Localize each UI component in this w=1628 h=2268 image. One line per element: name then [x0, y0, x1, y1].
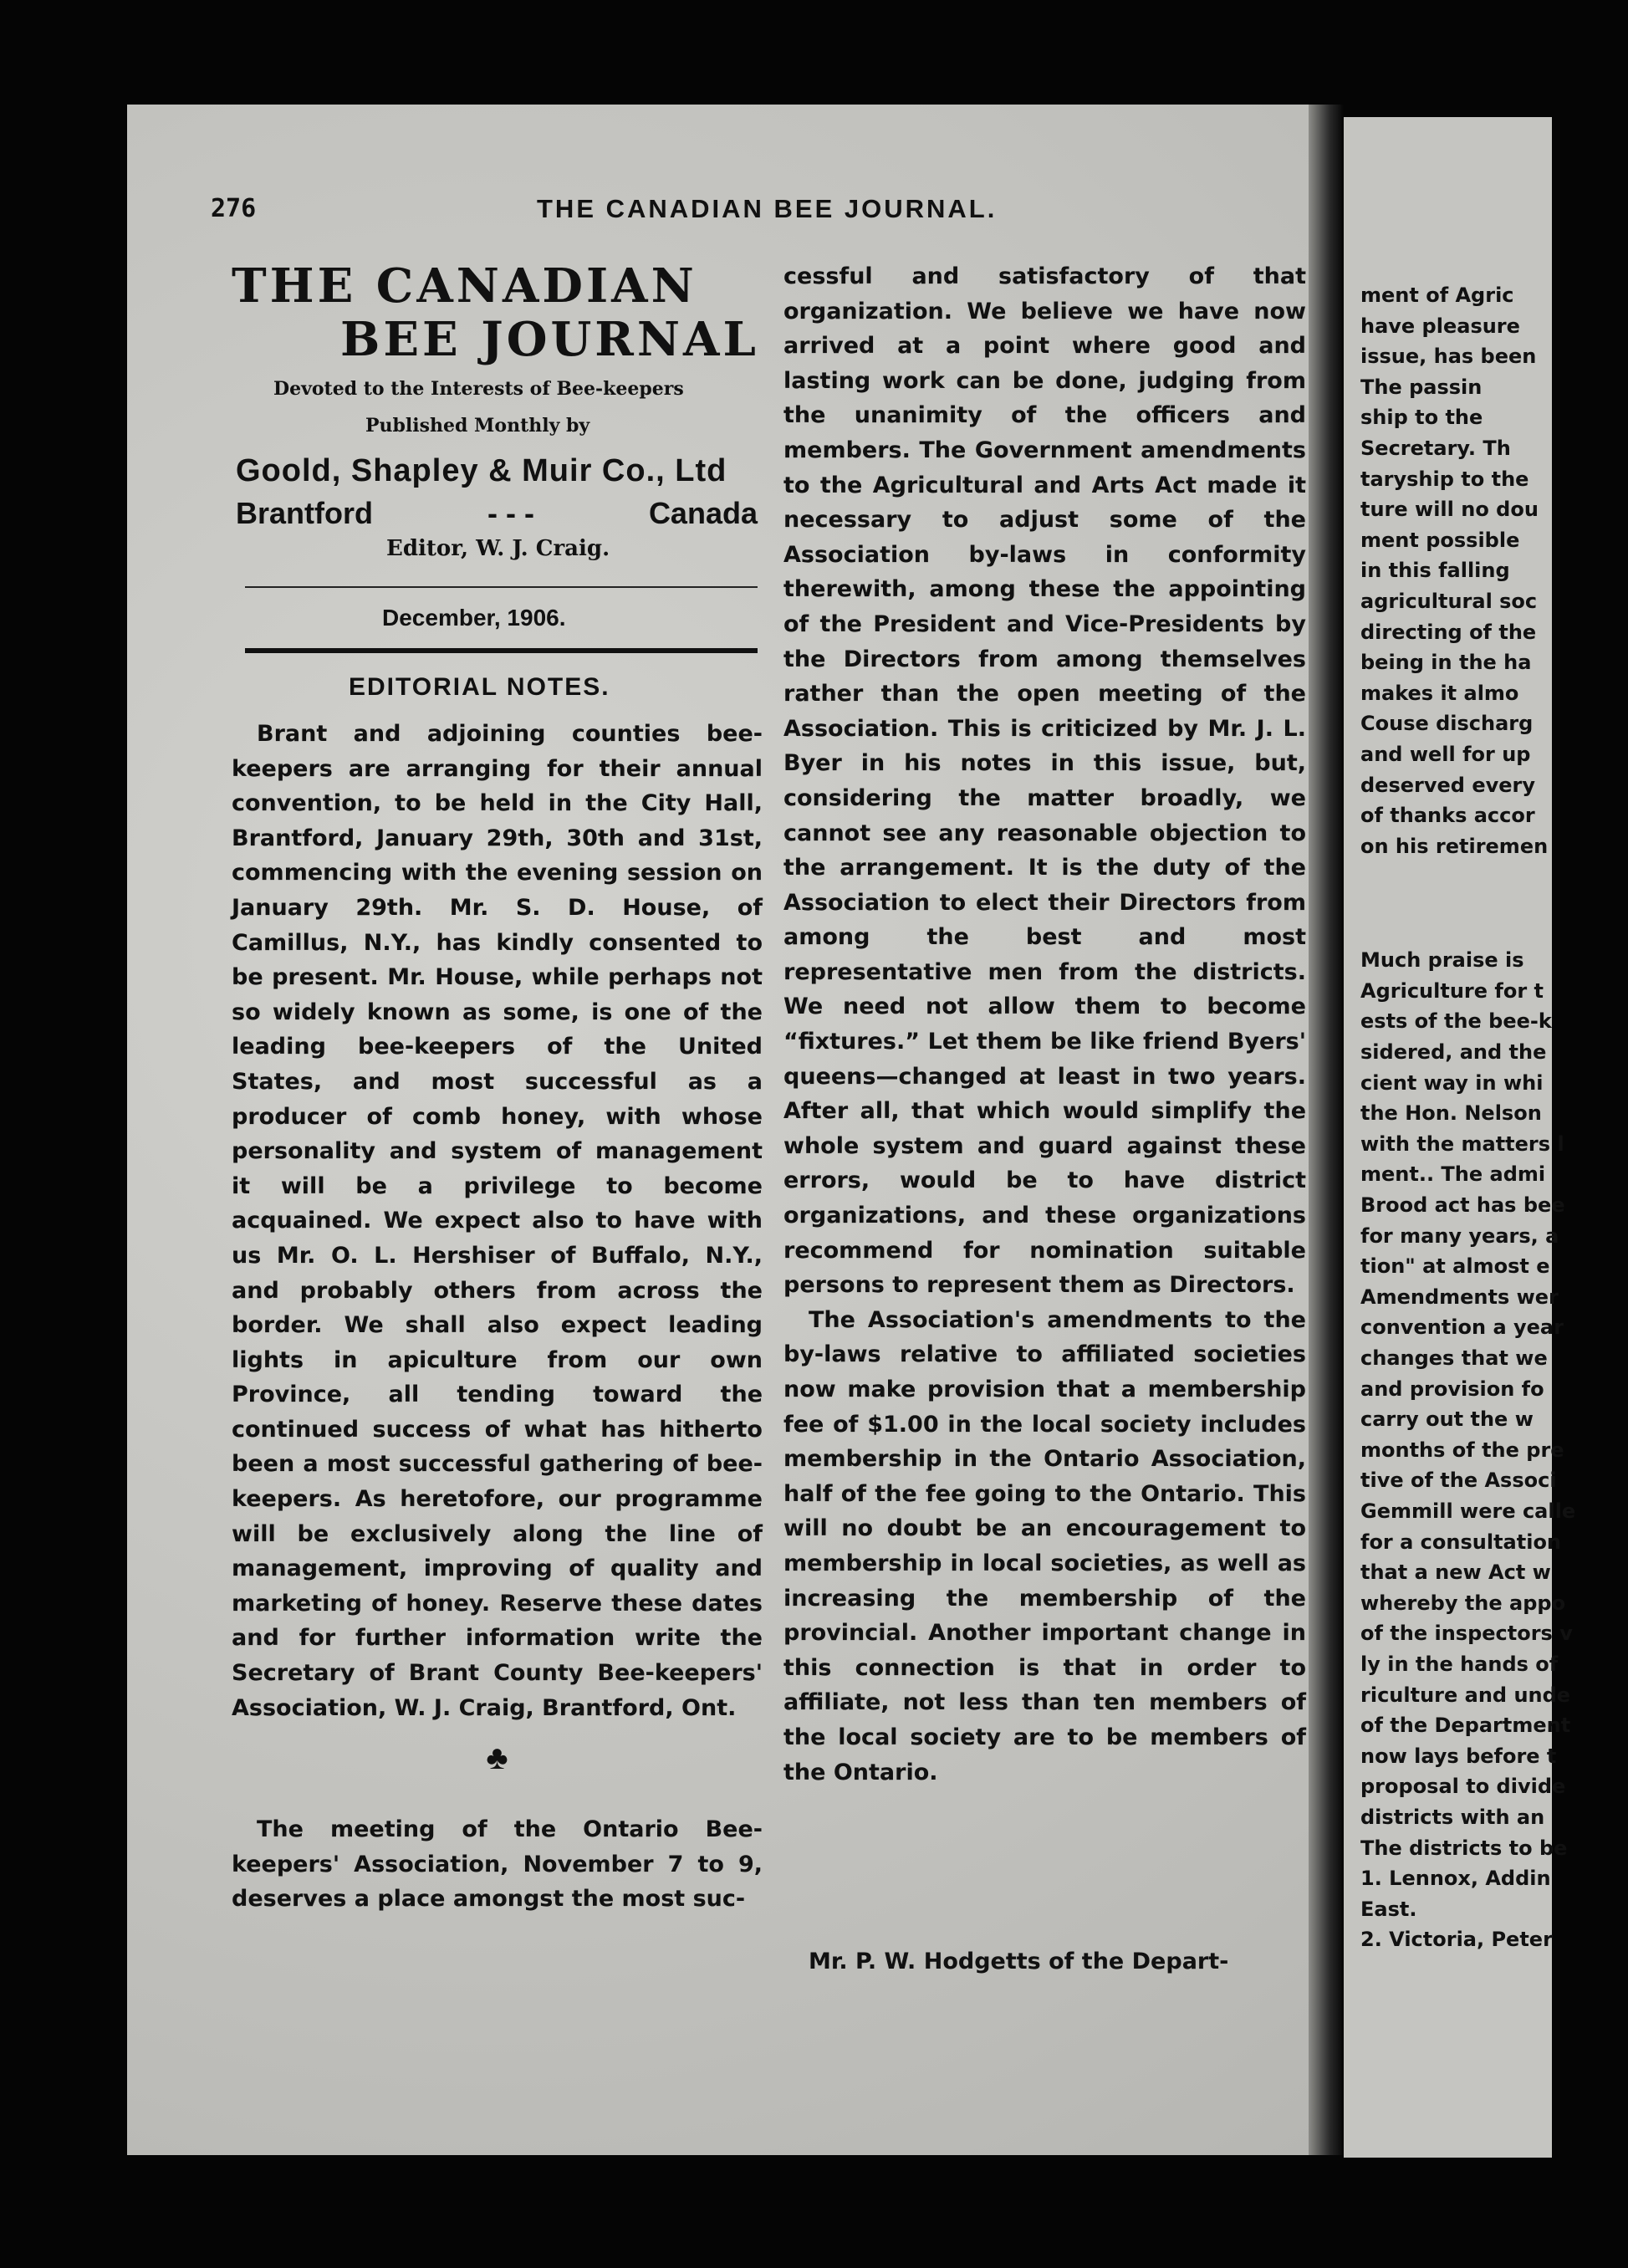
facing-page-line: ture will no dou	[1360, 498, 1539, 522]
left-column	[232, 259, 763, 1917]
facing-page-line: taryship to the	[1360, 467, 1529, 491]
facing-page-line: have pleasure	[1360, 314, 1520, 338]
facing-page-line: carry out the w	[1360, 1407, 1534, 1432]
editorial-paragraph: Mr. P. W. Hodgetts of the Depart-	[809, 1949, 1229, 1975]
facing-page-line: for a consultation	[1360, 1530, 1562, 1554]
facing-page-line: issue, has been	[1360, 345, 1537, 369]
masthead-city: Brantford	[236, 496, 373, 530]
masthead-title-line2: BEE JOURNAL	[340, 312, 759, 367]
facing-page-line: 2. Victoria, Peter	[1360, 1928, 1553, 1952]
facing-page-line: ests of the bee-k	[1360, 1009, 1552, 1034]
facing-page-line: sidered, and the	[1360, 1040, 1547, 1065]
running-title: THE CANADIAN BEE JOURNAL.	[537, 194, 998, 223]
facing-page-line: with the matters l	[1360, 1131, 1564, 1156]
editorial-paragraph: The meeting of the Ontario Bee-keepers' Association, November 7 to 9, deserves a place amongst the most suc-	[232, 1816, 763, 1913]
facing-page-line: districts with an	[1360, 1805, 1545, 1829]
divider-thick	[245, 648, 758, 653]
facing-page-line: 1. Lennox, Addin	[1360, 1867, 1551, 1891]
facing-page-line: changes that we	[1360, 1346, 1548, 1370]
facing-page-line: proposal to divide	[1360, 1775, 1566, 1799]
facing-page-line: Amendments wer	[1360, 1285, 1559, 1309]
facing-page-line: in this falling	[1360, 559, 1510, 583]
editorial-paragraph: cessful and satisfactory of that organization. We believe we have now arrived at a point where good and lasting work can be done, judging from the unanimity of the officers and members. The Government amendments to the Agricultural and Arts Act made it necessary to adjust some of the Association by-laws in conformity therewith, among these the appointing of the President and Vice-Presidents by the Directors from among themselves rather than the open meeting of the Association. This is criticized by Mr. J. L. Byer in his notes in this issue, but, considering the matter broadly, we cannot see any reasonable objection to the arrangement. It is the duty of the Association to elect their Directors from among the best and most representative men from the districts. We need not allow them to become “fixtures.” Let them be like friend Byers' queens—changed at least in two years. After all, that which would simplify the whole system and guard against these errors, would be to have district organizations, and these organizations recommend for nomination suitable persons to represent them as Directors.	[783, 263, 1306, 1299]
facing-page-line: deserved every	[1360, 773, 1535, 797]
facing-page-line: makes it almo	[1360, 681, 1519, 705]
middle-column	[783, 259, 1306, 1979]
facing-page-line: riculture and unde	[1360, 1683, 1571, 1707]
facing-page-line: ship to the	[1360, 406, 1483, 430]
masthead-publisher: Goold, Shapley & Muir Co., Ltd	[236, 453, 727, 488]
facing-page-line: months of the pre	[1360, 1438, 1564, 1462]
facing-page-line: Brood act has bee	[1360, 1193, 1565, 1218]
facing-page-line: of the Department	[1360, 1714, 1571, 1738]
facing-page-line: Secretary. Th	[1360, 436, 1511, 460]
facing-page-line: ment possible	[1360, 528, 1520, 552]
page-number: 276	[211, 194, 257, 223]
facing-page-line: ly in the hands of	[1360, 1652, 1559, 1676]
facing-page-line: that a new Act w	[1360, 1561, 1551, 1585]
editorial-paragraph: Brant and adjoining counties bee-keepers are arranging for their annual convention, to be held in the City Hall, Brantford, January 29th, 30th and 31st, commencing with the evening session on January 29th. Mr. S. D. House, of Camillus, N.Y., has kindly consented to be present. Mr. House, while perhaps not so widely known as some, is one of the leading bee-keepers of the United States, and most successful as a producer of comb honey, with whose personality and system of management it will be a privilege to become acquained. We expect also to have with us Mr. O. L. Hershiser of Buffalo, N.Y., and probably others from across the border. We shall also expect leading lights in apiculture from our own Province, all tending toward the continued success of what has hitherto been a most successful gathering of bee-keepers. As heretofore, our programme will be exclusively along the line of management, improving of quality and marketing of honey. Reserve these dates and for further information write the Secretary of Brant County Bee-keepers' Association, W. J. Craig, Brantford, Ont.	[232, 721, 763, 1721]
facing-page-line: being in the ha	[1360, 651, 1532, 675]
journal-page	[127, 105, 1329, 2155]
facing-page-line: East.	[1360, 1897, 1417, 1921]
facing-page-line: the Hon. Nelson	[1360, 1101, 1542, 1126]
masthead-editor: Editor, W. J. Craig.	[386, 536, 610, 561]
facing-page-line: Much praise is	[1360, 948, 1524, 973]
masthead-place	[236, 496, 758, 531]
facing-page-line: of the inspectors v	[1360, 1622, 1573, 1646]
facing-page-line: for many years, a	[1360, 1223, 1559, 1248]
facing-page-line: ment.. The admi	[1360, 1162, 1546, 1187]
masthead-country: Canada	[648, 496, 758, 530]
facing-page-line: tive of the Associ	[1360, 1469, 1557, 1493]
facing-page-block	[1360, 280, 1628, 861]
section-heading: EDITORIAL NOTES.	[349, 673, 610, 701]
facing-page-block	[1360, 945, 1628, 1955]
facing-page-line: tion" at almost e	[1360, 1254, 1550, 1279]
facing-page-line: of thanks accor	[1360, 804, 1535, 828]
facing-page-line: now lays before t	[1360, 1744, 1557, 1768]
masthead	[232, 259, 763, 653]
facing-page-line: The passin	[1360, 375, 1483, 399]
masthead-published: Published Monthly by	[365, 415, 590, 437]
facing-page-line: directing of the	[1360, 620, 1537, 644]
facing-page-line: and provision fo	[1360, 1377, 1544, 1401]
facing-page-line: on his retiremen	[1360, 834, 1549, 858]
facing-page-line: The districts to be	[1360, 1836, 1568, 1860]
facing-page-line: convention a year	[1360, 1315, 1564, 1340]
facing-page-line: ment of Agric	[1360, 284, 1514, 307]
facing-page-line: agricultural soc	[1360, 589, 1538, 613]
facing-page-line: whereby the appo	[1360, 1591, 1566, 1615]
facing-page	[1344, 117, 1576, 2158]
masthead-title-line1: THE CANADIAN	[232, 258, 697, 314]
divider	[245, 586, 758, 588]
masthead-dashes: - - -	[487, 496, 534, 530]
facing-page-line: Agriculture for t	[1360, 978, 1544, 1003]
page-gutter	[1309, 105, 1344, 2155]
issue-date: December, 1906.	[382, 605, 566, 631]
ornament-icon: ♣	[486, 1739, 508, 1777]
editorial-paragraph: The Association's amendments to the by-laws relative to affiliated societies now make provision that a membership fee of $1.00 in the local society includes membership in the Ontario Association, half of the fee going to the Ontario. This will no doubt be an encouragement to membership in local societies, as well as increasing the membership of the provincial. Another important change in this connection is that in order to affiliate, not less than ten members of the local society are to be members of the Ontario.	[783, 1306, 1306, 1785]
facing-page-line: cient way in whi	[1360, 1070, 1544, 1095]
facing-page-line: Couse discharg	[1360, 712, 1534, 736]
facing-page-line: Gemmill were calle	[1360, 1499, 1576, 1523]
facing-page-text	[1360, 280, 1628, 1955]
facing-page-line: and well for up	[1360, 742, 1531, 766]
masthead-devoted: Devoted to the Interests of Bee-keepers	[273, 378, 684, 400]
running-head	[211, 194, 1214, 227]
